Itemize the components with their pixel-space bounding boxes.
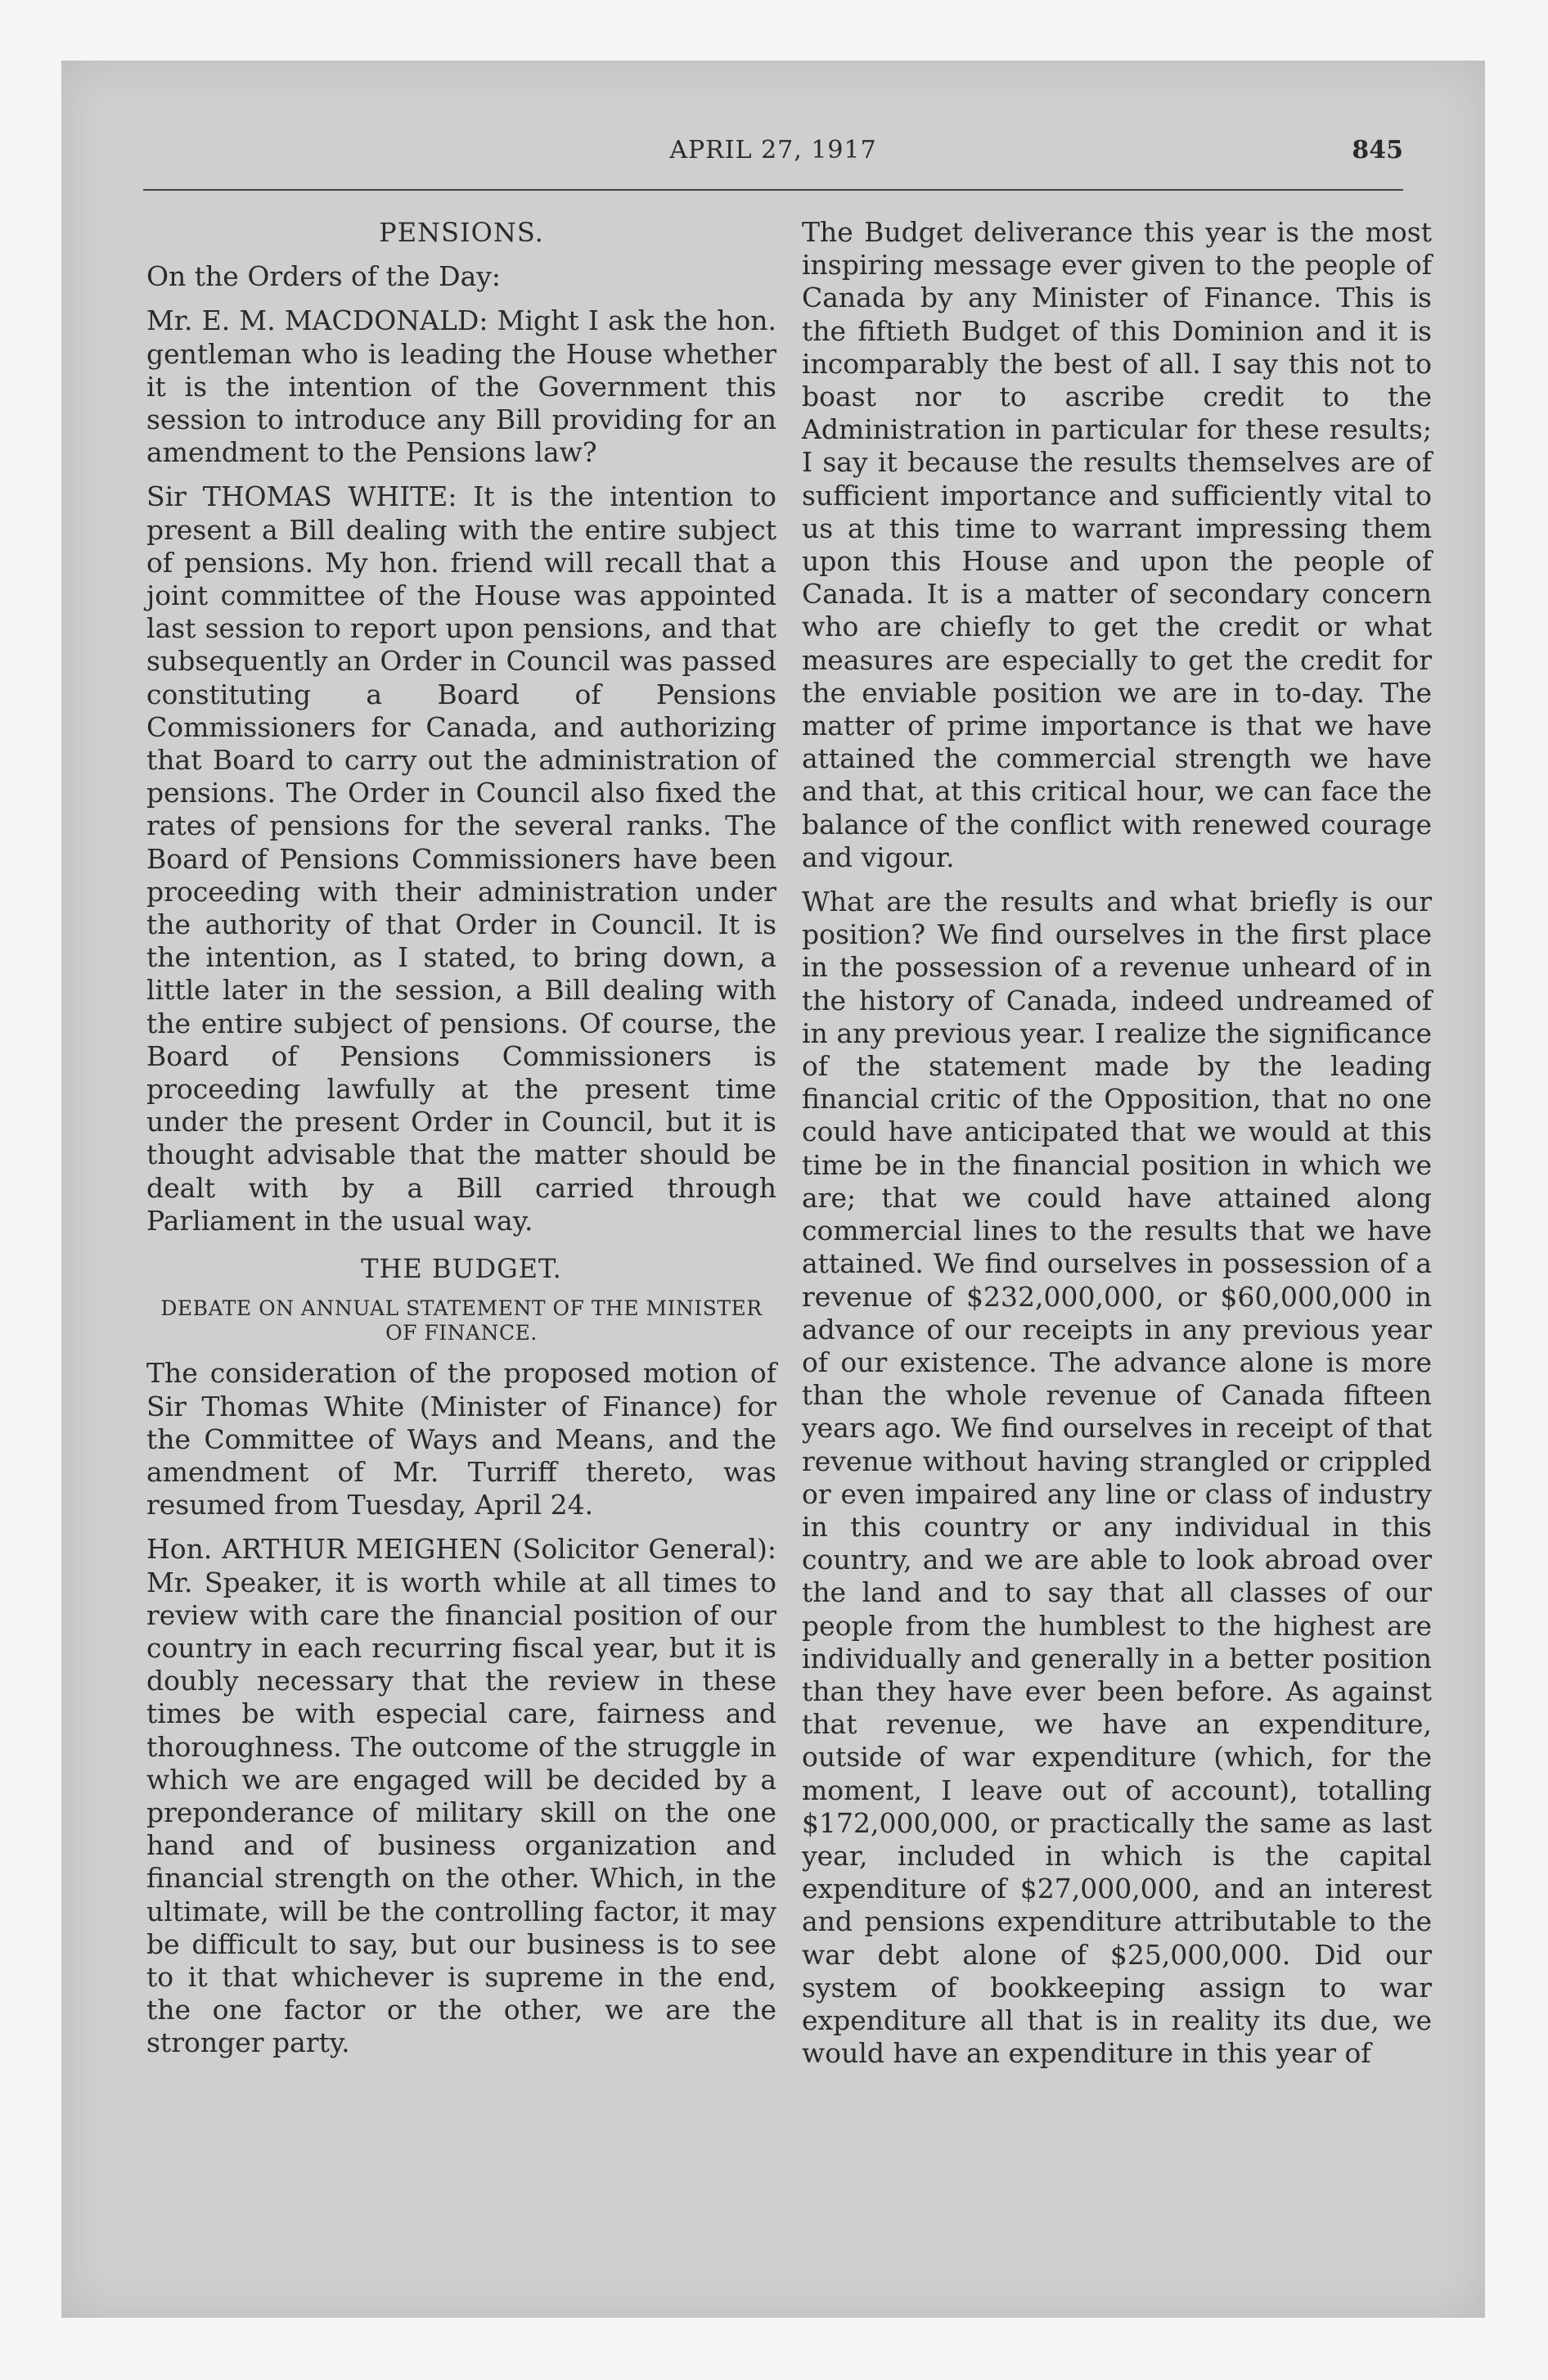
budget-heading: THE BUDGET. [361,1253,562,1285]
budget-subheading: DEBATE ON ANNUAL STATEMENT OF THE MINISTER OF FINANCE. [160,1296,763,1346]
pensions-heading: PENSIONS. [379,217,544,248]
left-column [146,216,776,2071]
document-page [61,61,1485,2318]
page-header [143,136,1403,177]
orders-line: On the Orders of the Day: [146,260,502,293]
right-column [802,216,1432,2081]
meighen-paragraph: Hon. ARTHUR MEIGHEN (Solicitor General): Mr. Speaker, it is worth while at all times to review with care the financial position of our country in each recurring fiscal year, but it is doubly necessary that the review in these times be with especial care, fairness and thoroughness. The outcome of the struggle in which we are engaged will be decided by a preponderance of military skill on the one hand and of business organization and financial strength on the other. Which, in the ultimate, will be the controlling factor, it may be difficult to say, but our business is to see to it that whichever is supreme in the end, the one factor or the other, we are the stronger party. [146,1533,776,2059]
consideration-paragraph: The consideration of the proposed motion of Sir Thomas White (Minister of Finance) for the Committee of Ways and Means, and the amendment of Mr. Turriff thereto, was resumed from Tuesday, April 24. [146,1357,776,1521]
header-rule [143,189,1403,191]
page-date: APRIL 27, 1917 [669,136,877,165]
budget-paragraph: The Budget deliverance this year is the most inspiring message ever given to the people of Canada by any Minister of Finance. This is the fiftieth Budget of this Dominion and it is incomparably the best of all. I say this not to boast nor to ascribe credit to the Administration in particular for these results; I say it because the results themselves are of sufficient importance and sufficiently vital to us at this time to warrant impressing them upon this House and upon the people of Canada. It is a matter of secondary concern who are chiefly to get the credit or what measures are especially to get the credit for the enviable position we are in to-day. The matter of prime importance is that we have attained the commercial strength we have and that, at this critical hour, we can face the balance of the conflict with renewed courage and vigour. [802,216,1432,873]
results-paragraph: What are the results and what briefly is our position? We find ourselves in the first place in the possession of a revenue unheard of in the history of Canada, indeed undreamed of in any previous year. I realize the significance of the statement made by the leading financial critic of the Opposition, that no one could have anticipated that we would at this time be in the financial position in which we are; that we could have attained along commercial lines to the results that we have attained. We find ourselves in possession of a revenue of $232,000,000, or $60,000,000 in advance of our receipts in any previous year of our existence. The advance alone is more than the whole revenue of Canada fifteen years ago. We find ourselves in receipt of that revenue without having strangled or crippled or even impaired any line or class of industry in this country or any individual in this country, and we are able to look abroad over the land and to say that all classes of our people from the humblest to the highest are individually and generally in a better position than they have ever been before. As against that revenue, we have an expenditure, outside of war expenditure (which, for the moment, I leave out of account), totalling $172,000,000, or practically the same as last year, included in which is the capital expenditure of $27,000,000, and an interest and pensions expenditure attributable to the war debt alone of $25,000,000. Did our system of bookkeeping assign to war expenditure all that is in reality its due, we would have an expenditure in this year of [802,886,1432,2070]
white-paragraph: Sir THOMAS WHITE: It is the intention to present a Bill dealing with the entire subject of pensions. My hon. friend will recall that a joint committee of the House was appointed last session to report upon pensions, and that subsequently an Order in Council was passed constituting a Board of Pensions Commissioners for Canada, and authorizing that Board to carry out the administration of pensions. The Order in Council also fixed the rates of pensions for the several ranks. The Board of Pensions Commissioners have been proceeding with their administration under the authority of that Order in Council. It is the intention, as I stated, to bring down, a little later in the session, a Bill dealing with the entire subject of pensions. Of course, the Board of Pensions Commissioners is proceeding lawfully at the present time under the present Order in Council, but it is thought advisable that the matter should be dealt with by a Bill carried through Parliament in the usual way. [146,480,776,1237]
page-number: 845 [1352,136,1403,165]
macdonald-paragraph: Mr. E. M. MACDONALD: Might I ask the hon. gentleman who is leading the House whether it is the intention of the Government this session to introduce any Bill providing for an amendment to the Pensions law? [146,304,776,469]
